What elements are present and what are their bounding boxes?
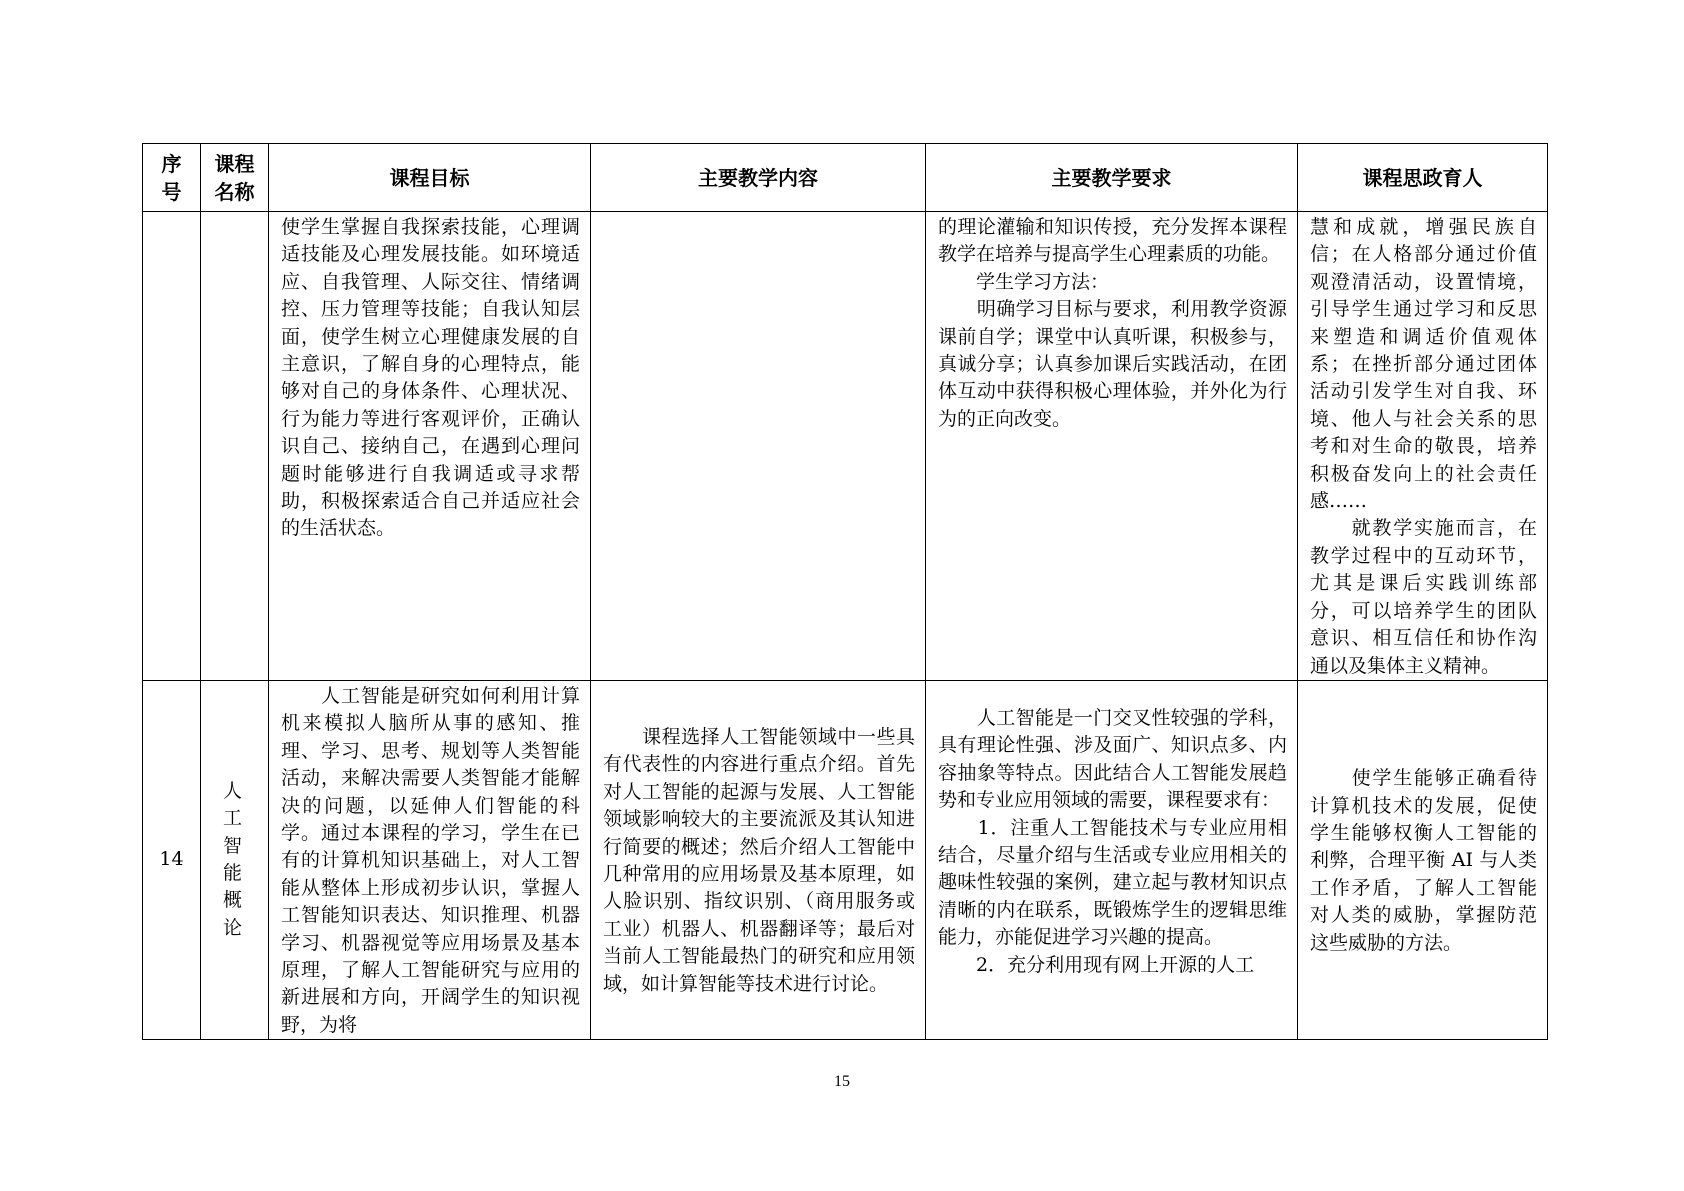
row2-ideology-cell [1298, 680, 1548, 1039]
header-teaching-requirement: 主要教学要求 [926, 144, 1298, 212]
row1-content-cell [591, 212, 926, 681]
row1-ideology-cell [1298, 212, 1548, 681]
row2-ideology-text: 使学生能够正确看待计算机技术的发展，促使学生能够权衡人工智能的利弊，合理平衡 AI 与人类工作矛盾，了解人工智能对人类的威胁，掌握防范这些威胁的方法。 [1310, 767, 1537, 954]
header-index: 序号 [143, 144, 201, 212]
course-table [142, 143, 1548, 1040]
row2-requirement-text: 人工智能是一门交叉性较强的学科，具有理论性强、涉及面广、知识点多、内容抽象等特点。因此结合人工智能发展趋势和专业应用领域的需要，课程要求有： 1．注重人工智能技术与专业应用相结合，尽量介绍与生活或专业应用相关的趣味性较强的案例，建立起与教材知识点清晰的内在联系，既锻炼学生的逻辑思维能力，亦能促进学习兴趣的提高。 2．充分利用现有网上开源的人工 [938, 706, 1287, 976]
header-row [143, 144, 1548, 212]
table-row [143, 212, 1548, 681]
header-course-goal: 课程目标 [269, 144, 591, 212]
row2-index-cell [143, 680, 201, 1039]
table-row [143, 680, 1548, 1039]
row1-name-cell [201, 212, 269, 681]
row2-requirement-cell [926, 680, 1298, 1039]
row1-requirement-cell [926, 212, 1298, 681]
row2-goal-cell [269, 680, 591, 1039]
header-ideology: 课程思政育人 [1298, 144, 1548, 212]
row1-index-cell [143, 212, 201, 681]
row1-content-text [591, 212, 925, 214]
row2-content-cell [591, 680, 926, 1039]
row2-name-cell [201, 680, 269, 1039]
row1-goal-text: 使学生掌握自我探索技能，心理调适技能及心理发展技能。如环境适应、自我管理、人际交往、情绪调控、压力管理等技能；自我认知层面，使学生树立心理健康发展的自主意识，了解自身的心理特点，能够对自己的身体条件、心理状况、行为能力等进行客观评价，正确认识自己、接纳自己，在遇到心理问题时能够进行自我调适或寻求帮助，积极探索适合自己并适应社会的生活状态。 [281, 216, 580, 540]
page-number: 15 [834, 1073, 850, 1090]
row1-ideology-text: 慧和成就，增强民族自信；在人格部分通过价值观澄清活动，设置情境，引导学生通过学习和反思来塑造和调适价值观体系；在挫折部分通过团体活动引发学生对自我、环境、他人与社会关系的思考和对生命的敬畏，培养积极奋发向上的社会责任感…… 就教学实施而言，在教学过程中的互动环节，尤其是课后实践训练部分，可以培养学生的团队意识、相互信任和协作沟通以及集体主义精神。 [1310, 216, 1537, 677]
header-teaching-content: 主要教学内容 [591, 144, 926, 212]
header-course-name: 课程名称 [201, 144, 269, 212]
row2-name-text: 人工智能概论 [222, 779, 246, 939]
row2-goal-text: 人工智能是研究如何利用计算机来模拟人脑所从事的感知、推理、学习、思考、规划等人类智能活动，来解决需要人类智能才能解决的问题，以延伸人们智能的科学。通过本课程的学习，学生在已有的计算机知识基础上，对人工智能从整体上形成初步认识，掌握人工智能知识表达、知识推理、机器学习、机器视觉等应用场景及基本原理，了解人工智能研究与应用的新进展和方向，开阔学生的知识视野，为将 [281, 684, 580, 1036]
row2-index-text: 14 [159, 848, 184, 871]
row1-requirement-text: 的理论灌输和知识传授，充分发挥本课程教学在培养与提高学生心理素质的功能。 学生学习方法： 明确学习目标与要求，利用教学资源课前自学；课堂中认真听课，积极参与，真诚分享；认真参加课后实践活动，在团体互动中获得积极心理体验，并外化为行为的正向改变。 [938, 216, 1287, 430]
row1-goal-cell [269, 212, 591, 681]
row2-content-text: 课程选择人工智能领域中一些具有代表性的内容进行重点介绍。首先对人工智能的起源与发展、人工智能领域影响较大的主要流派及其认知进行简要的概述；然后介绍人工智能中几种常用的应用场景及基本原理，如人脸识别、指纹识别、（商用服务或工业）机器人、机器翻译等；最后对当前人工智能最热门的研究和应用领域，如计算智能等技术进行讨论。 [603, 726, 915, 995]
